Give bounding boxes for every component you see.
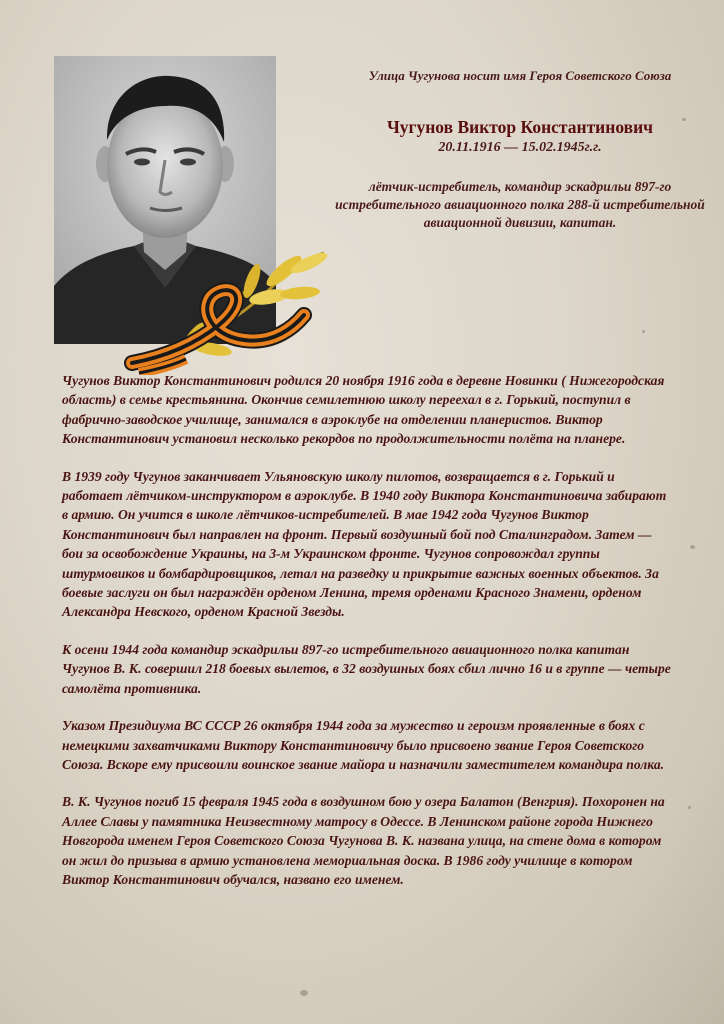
hero-name: Чугунов Виктор Константинович bbox=[386, 117, 654, 137]
biography-text bbox=[62, 371, 672, 907]
paper-speck bbox=[642, 330, 645, 333]
paper-speck bbox=[300, 990, 308, 996]
bio-paragraph-4: Указом Президиума ВС СССР 26 октября 1944 года за мужество и героизм проявленные в боях с немецкими захватчиками Виктору Константиновичу было присвоено звание Героя Советского Союза. Вскоре ему присвоили воинское звание майора и назначили заместителем командира полка. bbox=[62, 718, 665, 772]
life-dates: 20.11.1916 — 15.02.1945г.г. bbox=[438, 140, 602, 155]
st-george-ribbon-laurel-icon bbox=[124, 245, 334, 375]
bio-paragraph-2: В 1939 году Чугунов заканчивает Ульяновскую школу пилотов, возвращается в г. Горький и работает лётчиком-инструктором в аэроклубе. В 1940 году Виктора Константиновича забирают в армию. Он учится в школе лётчиков-истребителей. В мае 1942 года Чугунов Виктор Константинович был направлен на фронт. Первый воздушный бой под Сталинградом. Затем — бои за освобождение Украины, на 3-м Украинском фронте. Чугунов сопровождал группы штурмовиков и бомбардировщиков, летал на разведку и прикрытие важных военных объектов. За боевые заслуги он был награждён орденом Ленина, тремя орденами Красного Знамени, орденом Александра Невского, орденом Красной Звезды. bbox=[62, 468, 667, 620]
paper-speck bbox=[690, 545, 695, 549]
bio-paragraph-5: В. К. Чугунов погиб 15 февраля 1945 года в воздушном бою у озера Балатон (Венгрия). Похоронен на Аллее Славы у памятника Неизвестному матросу в Одессе. В Ленинском районе города Нижнего Новгорода именем Героя Советского Союза Чугунова В. К. названа улица, на стене дома в котором он жил до призыва в армию установлена мемориальная доска. В 1986 году училище в котором Виктор Константинович обучался, названо его именем. bbox=[62, 794, 665, 887]
bio-paragraph-1: Чугунов Виктор Константинович родился 20 ноября 1916 года в деревне Новинки ( Нижегородская область) в семье крестьянина. Окончив семилетнюю школу переехал в г. Горький, поступил в фабрично-заводское училище, занимался в аэроклубе на отделении планеристов. Виктор Константинович установил несколько рекордов по продолжительности полёта на планере. bbox=[62, 373, 665, 447]
bio-paragraph-3: К осени 1944 года командир эскадрильи 897-го истребительного авиационного полка капитан Чугунов В. К. совершил 218 боевых вылетов, в 32 воздушных боях сбил лично 16 и в группе — четыре самолёта противника. bbox=[62, 641, 671, 696]
street-note: Улица Чугунова носит имя Героя Советского Союза bbox=[368, 68, 672, 83]
hero-role: лётчик-истребитель, командир эскадрильи 897-го истребительного авиационного полка 288-й истребительной авиационной дивизии, капитан. bbox=[335, 179, 705, 230]
paper-speck bbox=[688, 806, 691, 809]
